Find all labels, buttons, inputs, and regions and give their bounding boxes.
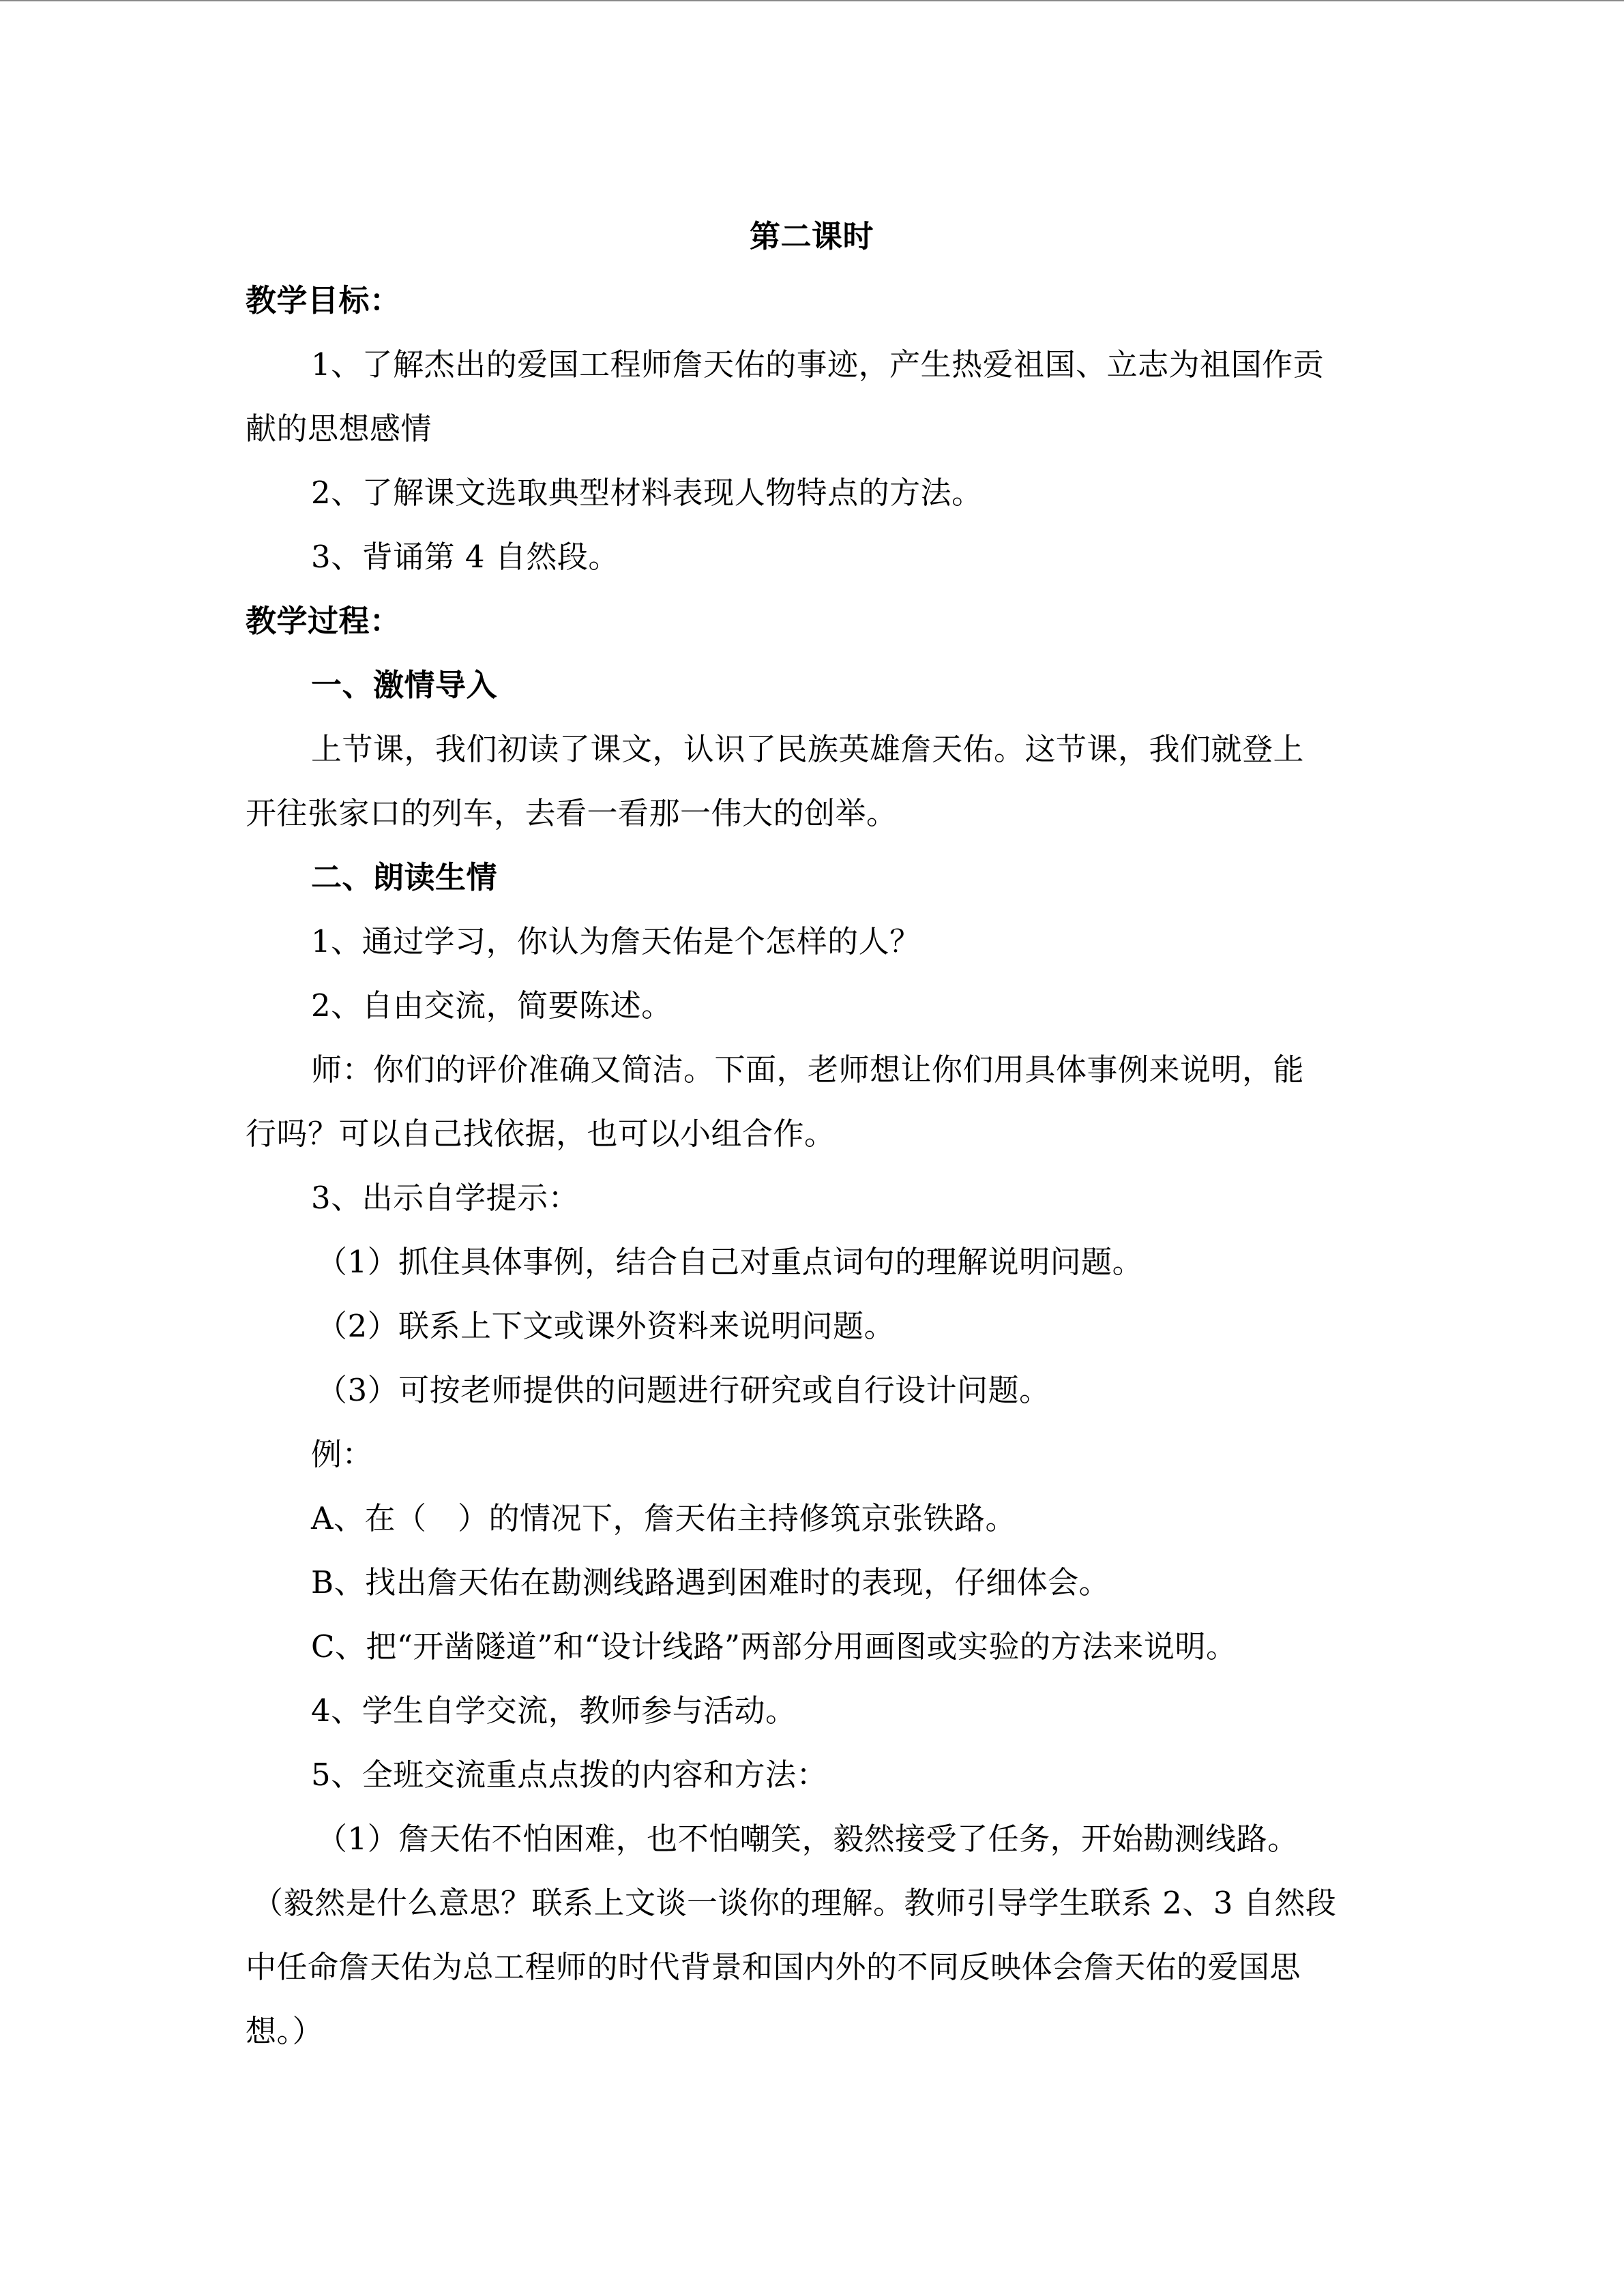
step-1: 1、通过学习，你认为詹天佑是个怎样的人？ <box>311 923 921 959</box>
process-heading: 教学过程： <box>246 603 401 639</box>
step-4: 4、学生自学交流，教师参与活动。 <box>311 1693 797 1729</box>
objective-1-line-2: 献的思想感情 <box>246 411 432 447</box>
teacher-line-1: 师：你们的评价准确又简洁。下面，老师想让你们用具体事例来说明，能 <box>311 1052 1305 1088</box>
objectives-heading: 教学目标： <box>246 282 401 318</box>
step-2: 2、自由交流，简要陈述。 <box>311 987 673 1024</box>
document-content <box>246 205 1378 2063</box>
teacher-line-2: 行吗？可以自己找依据，也可以小组合作。 <box>246 1116 836 1152</box>
lesson-title: 第二课时 <box>749 218 874 254</box>
note-line-2: 中任命詹天佑为总工程师的时代背景和国内外的不同反映体会詹天佑的爱国思 <box>246 1949 1301 1985</box>
step-5: 5、全班交流重点点拨的内容和方法： <box>311 1757 828 1793</box>
section-1-paragraph-line-1: 上节课，我们初读了课文，认识了民族英雄詹天佑。这节课，我们就登上 <box>311 731 1305 767</box>
objective-3: 3、背诵第 4 自然段。 <box>311 539 619 575</box>
step-3: 3、出示自学提示： <box>311 1180 580 1216</box>
note-line-1: （毅然是什么意思？联系上文谈一谈你的理解。教师引导学生联系 2、3 自然段 <box>252 1885 1337 1921</box>
example-c: C、把“开凿隧道”和“设计线路”两部分用画图或实验的方法来说明。 <box>311 1628 1237 1665</box>
section-2-heading: 二、朗读生情 <box>311 859 498 895</box>
objective-2: 2、了解课文选取典型材料表现人物特点的方法。 <box>311 475 983 511</box>
example-b: B、找出詹天佑在勘测线路遇到困难时的表现，仔细体会。 <box>311 1564 1110 1600</box>
hint-2: （2）联系上下文或课外资料来说明问题。 <box>316 1308 896 1344</box>
point-1: （1）詹天佑不怕困难，也不怕嘲笑，毅然接受了任务，开始勘测线路。 <box>316 1821 1299 1857</box>
example-label: 例： <box>311 1436 374 1472</box>
note-line-3: 想。） <box>246 2013 324 2049</box>
hint-3: （3）可按老师提供的问题进行研究或自行设计问题。 <box>316 1372 1050 1408</box>
section-1-paragraph-line-2: 开往张家口的列车，去看一看那一伟大的创举。 <box>246 795 898 831</box>
example-a: A、在（ ）的情况下，詹天佑主持修筑京张铁路。 <box>311 1500 1016 1536</box>
objective-1-line-1: 1、了解杰出的爱国工程师詹天佑的事迹，产生热爱祖国、立志为祖国作贡 <box>311 346 1325 383</box>
section-1-heading: 一、激情导入 <box>311 667 498 703</box>
hint-1: （1）抓住具体事例，结合自己对重点词句的理解说明问题。 <box>316 1244 1144 1280</box>
